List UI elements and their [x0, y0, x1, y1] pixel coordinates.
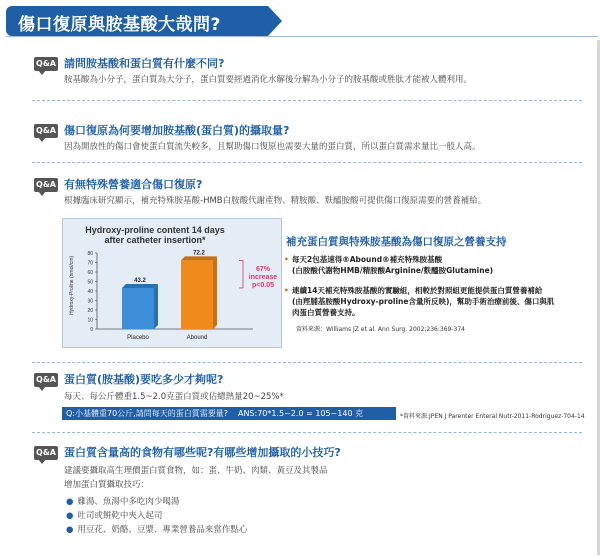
- calculation-bar: [62, 407, 396, 420]
- chart-category-label: Placebo: [127, 335, 149, 341]
- answer-2: 因為開放性的傷口會使蛋白質流失較多，且幫助傷口復原也需要大量的蛋白質，所以蛋白質需求量比一般人高。: [64, 142, 481, 152]
- qa-icon: Q&A: [34, 124, 58, 138]
- tip-text: 雞湯、魚湯中多吃肉少喝湯: [77, 497, 180, 507]
- chart-data-label: 43.2: [134, 277, 146, 284]
- section-divider: [32, 432, 582, 433]
- chart-bar-top: [181, 256, 217, 260]
- chart-bar-top: [122, 284, 158, 288]
- calc-question: Q:小基體重70公斤,請問每天的蛋白質需要量?: [66, 409, 228, 418]
- calc-source: *資料來源:JPEN J Parenter Enteral Nutr-2011-Rodriguez-704-14: [400, 413, 585, 420]
- qa-icon: Q&A: [34, 446, 58, 460]
- chart-y-tick-label: 40: [87, 289, 93, 295]
- chart-bar: [181, 260, 213, 329]
- qa-icon: Q&A: [34, 178, 58, 192]
- side-bullet-2-line-2: (由羥脯基胺酸Hydroxy-proline含量所反映)，幫助手術治療前後、傷口與肌: [292, 297, 555, 306]
- chart-bar: [122, 288, 154, 329]
- side-panel-source: 資料來源：Williams JZ et al. Ann Surg. 2002;236:369-374: [296, 326, 465, 333]
- chart-y-tick-label: 60: [87, 270, 93, 276]
- chart-annotation-text: 67%: [255, 266, 271, 273]
- tip-item: [66, 523, 247, 535]
- chart-bar-side: [213, 256, 217, 329]
- chart-y-tick-label: 80: [87, 251, 93, 257]
- side-bullet-2-line-1: 連續14天補充特殊胺基酸的實驗組，相較於對照組更能提供蛋白質營養補給: [292, 286, 543, 295]
- chart-y-tick-label: 70: [87, 260, 93, 267]
- side-panel-title: 補充蛋白質與特殊胺基酸為傷口復原之營養支持: [286, 236, 507, 248]
- chart-y-axis-label: Hydroxy-Proline (nmol/cm): [69, 255, 75, 315]
- side-bullet-2-line-3: 肉蛋白質營養支持。: [292, 308, 360, 317]
- chart-title-line-2: after catheter insertion*: [104, 235, 206, 245]
- chart-y-tick-label: 0: [90, 327, 93, 333]
- question-5: 蛋白質含量高的食物有哪些呢?有哪些增加攝取的小技巧?: [64, 446, 341, 459]
- chart-panel: [62, 218, 282, 348]
- chart-y-tick-label: 50: [87, 279, 93, 286]
- page-title: 傷口復原與胺基酸大哉問?: [18, 15, 221, 35]
- side-bullet-1-line-1: 每天2包基速得®Abound®補充特殊胺基酸: [292, 255, 443, 264]
- question-1: 請問胺基酸和蛋白質有什麼不同?: [64, 57, 225, 70]
- section-divider: [32, 100, 582, 101]
- bullet-dot-icon: ●: [66, 497, 74, 507]
- page-frame: [2, 0, 596, 555]
- banner-rule: [6, 36, 598, 37]
- chart-annotation-text: p<0.05: [252, 282, 274, 289]
- banner-arrow: [268, 6, 282, 36]
- side-bullet-1-line-2: (白胺酸代謝物HMB/精胺酸Arginine/麩醯胺Glutamine): [292, 266, 494, 275]
- bullet-dot-icon: •: [284, 255, 289, 264]
- tip-text: 用豆花、奶酪、豆漿、專業營養品來當作點心: [77, 525, 248, 535]
- answer-1: 胺基酸為小分子，蛋白質為大分子，蛋白質要經過消化水解後分解為小分子的胺基酸或胜肽才能被人體利用。: [64, 75, 473, 85]
- tip-text: 吐司或餅乾中夾入起司: [77, 511, 163, 521]
- answer-5-line-1: 建議要攝取高生理價蛋白質食物，如：蛋、牛奶、肉類、黃豆及其製品: [64, 466, 328, 476]
- qa-icon: Q&A: [34, 373, 58, 387]
- bullet-dot-icon: ●: [66, 525, 74, 535]
- answer-4: 每天、每公斤體重1.5~2.0克蛋白質或佔總熱量20~25%*: [64, 392, 284, 402]
- question-4: 蛋白質(胺基酸)要吃多少才夠呢?: [64, 373, 224, 386]
- chart-category-label: Abound: [186, 335, 208, 341]
- bullet-dot-icon: •: [284, 286, 289, 295]
- calc-answer: ANS:70*1.5~2.0 = 105~140 克: [237, 409, 364, 418]
- chart-y-tick-label: 10: [87, 317, 93, 324]
- chart-title-line-1: Hydroxy-proline content 14 days: [85, 225, 225, 235]
- section-divider: [32, 362, 582, 363]
- section-divider: [32, 162, 582, 163]
- question-3: 有無特殊營養適合傷口復原?: [64, 178, 203, 191]
- answer-5-line-2: 增加蛋白質攝取技巧：: [64, 480, 150, 490]
- chart-data-label: 72.2: [193, 250, 205, 257]
- question-2: 傷口復原為何要增加胺基酸(蛋白質)的攝取量?: [64, 124, 290, 137]
- tip-item: [66, 495, 179, 507]
- answer-3: 根據臨床研究顯示，補充特殊胺基酸-HMB白胺酸代謝產物、精胺酸、麩醯胺酸可提供傷口復原需要的營養補給。: [64, 196, 487, 206]
- qa-icon: Q&A: [34, 57, 58, 71]
- chart-bar-side: [154, 284, 158, 329]
- bullet-dot-icon: ●: [66, 511, 74, 521]
- tip-item: [66, 509, 162, 521]
- chart-y-tick-label: 30: [87, 298, 93, 305]
- hydroxyproline-chart: [63, 219, 281, 347]
- chart-y-tick-label: 20: [87, 308, 93, 314]
- chart-annotation-text: increase: [248, 274, 278, 281]
- side-bullet-1: [284, 254, 592, 276]
- side-bullet-2: [284, 285, 592, 318]
